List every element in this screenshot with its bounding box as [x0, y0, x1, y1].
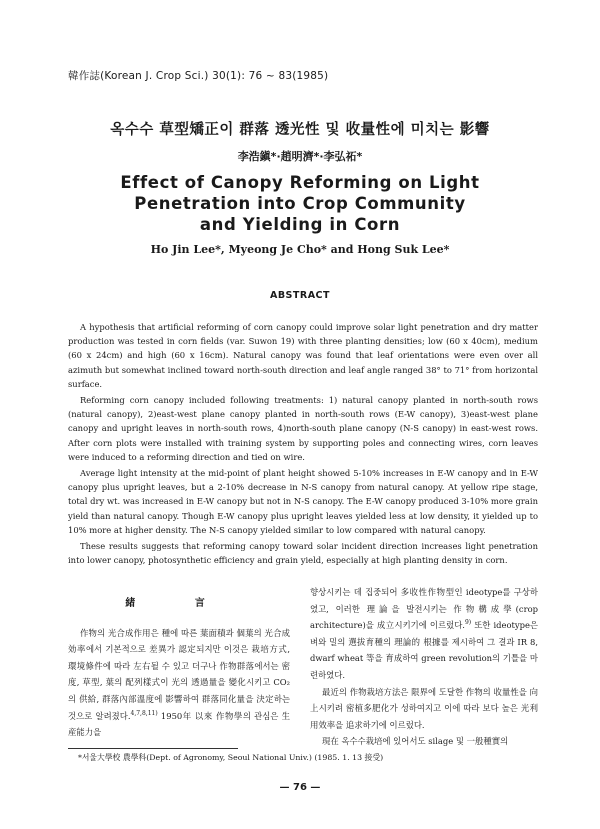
abstract-paragraph: These results suggests that reforming canopy toward solar incident direction increases light penetration into lower canopy, photosynthetic efficiency and grain yield, especially at high planting density in corn. — [68, 541, 538, 566]
citation-ref: 9) — [464, 619, 472, 627]
journal-citation: 韓作誌(Korean J. Crop Sci.) 30(1): 76 ~ 83(1985) — [68, 70, 329, 82]
right-column — [310, 584, 538, 750]
right-paragraph-1 — [310, 584, 538, 684]
left-column — [68, 584, 290, 741]
abstract-paragraph: Average light intensity at the mid-point of plant height showed 5-10% increases in E-W canopy and in E-W canopy plus upright leaves, but a 2-10% decrease in N-S canopy from natural canopy. At yellow ripe stage, total dry wt. was increased in E-W canopy but not in N-S canopy. The E-W canopy produced 3-10% more grain yield than natural canopy. Though E-W canopy plus upright leaves yielded less at low density, it yielded up to 10% more at higher density. The N-S canopy yielded similar to low compared with natural canopy. — [68, 468, 538, 535]
footnote: *서울大學校 農學科(Dept. of Agronomy, Seoul National Univ.) (1985. 1. 13 接受) — [78, 753, 384, 762]
right-paragraph-2: 最近의 作物栽培方法은 限界에 도달한 作物의 收量性을 向上시키려 密植多肥化가 성하여지고 이에 따라 보다 높은 光利用效率을 追求하기에 이르렀다. — [310, 686, 538, 730]
english-title-line-2: Penetration into Crop Community — [134, 194, 466, 213]
page-number: — 76 — — [279, 782, 321, 793]
intro-paragraph — [68, 625, 290, 741]
english-authors: Ho Jin Lee*, Myeong Je Cho* and Hong Suk Lee* — [150, 243, 450, 256]
abstract-body — [68, 320, 538, 569]
right-text-tail: 또한 ideotype은 벼와 밀의 選拔育種의 理論的 根據를 제시하여 그 결과 IR 8, dwarf wheat 等을 育成하여 green revolution의 기틀을 마련하였다. — [310, 620, 538, 680]
english-title — [0, 172, 600, 235]
right-paragraph-3: 現在 옥수수栽培에 있어서도 silage 및 一般種實의 — [322, 736, 509, 747]
intro-text: 作物의 光合成作用은 種에 따른 葉面積과 個葉의 光合成効率에서 기본적으로 差異가 認定되지만 이것은 栽培方式, 環境條件에 따라 左右될 수 있고 더구나 作物群落에서는 密度, 草型, 葉의 配列樣式이 光의 透過量을 變化시키고 CO₂의 供給, 群落內部溫度에 影響하여 群落同化量을 決定하는 것으로 알려졌다. — [68, 627, 290, 721]
introduction-heading: 緒 言 — [125, 598, 233, 609]
abstract-paragraph: A hypothesis that artificial reforming of corn canopy could improve solar light penetration and dry matter production was tested in corn fields (var. Suwon 19) with three planting densities; low (60 x 40cm), medium (60 x 24cm) and high (60 x 16cm). Natural canopy was found that leaf orientations were even over all azimuth but somewhat inclined toward north-south direction and leaf angle ranged 38° to 71° from horizontal surface. — [68, 322, 538, 389]
english-title-line-3: and Yielding in Corn — [199, 215, 401, 234]
intro-text-tail: 1950年 以來 作物學의 관심은 生産能力을 — [68, 710, 290, 738]
korean-title: 옥수수 草型矯正이 群落 透光性 및 收量性에 미치는 影響 — [110, 122, 490, 138]
right-text: 향상시키는 데 집중되어 多收性作物型인 ideotype를 구상하였고, 이러한 理論을 발전시키는 作物構成學(crop architecture)을 成立시키기에 이르렀다. — [310, 587, 538, 631]
footnote-rule — [68, 748, 238, 749]
abstract-heading: ABSTRACT — [269, 290, 331, 301]
citation-ref: 4,7,8,11) — [130, 709, 158, 717]
korean-authors: 李浩鎭*·趙明濟*·李弘祏* — [237, 150, 363, 163]
abstract-paragraph: Reforming corn canopy included following treatments: 1) natural canopy planted in north-south rows (natural canopy), 2)east-west plane canopy planted in north-south rows (E-W canopy), 3)east-west plane canopy and upright leaves in north-south rows, 4)north-south plane canopy (N-S canopy) in east-west rows. After corn plots were installed with training system by supporting poles and connecting wires, corn leaves were induced to a reforming direction and tied on wire. — [68, 395, 538, 462]
english-title-line-1: Effect of Canopy Reforming on Light — [120, 173, 480, 192]
